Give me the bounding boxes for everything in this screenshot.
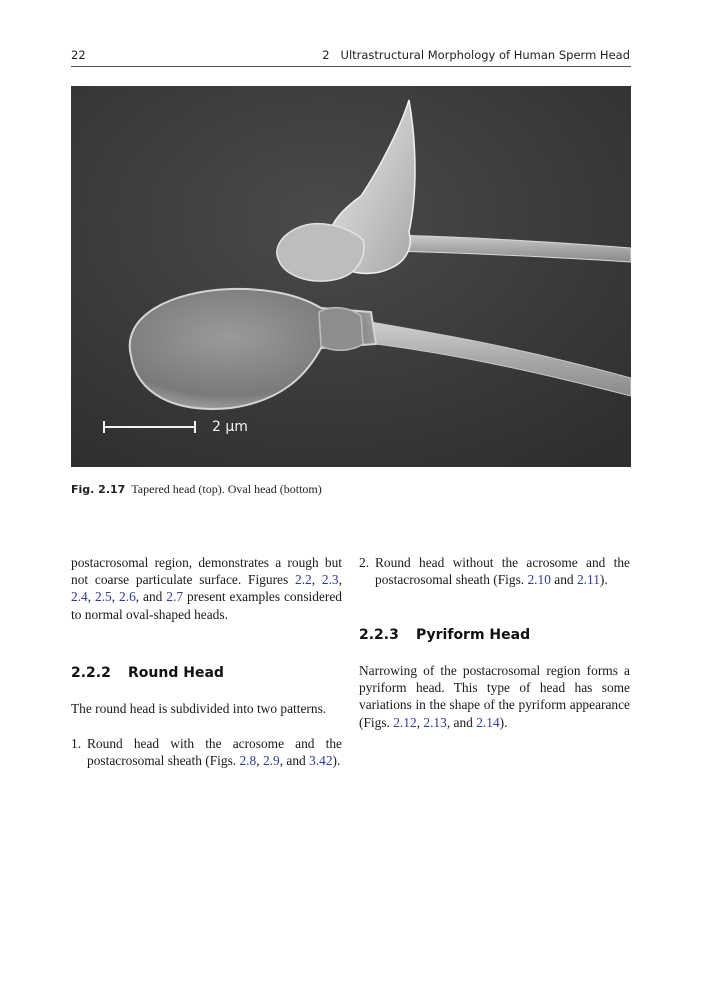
pyriform-paragraph	[359, 662, 630, 731]
figure-label: Fig. 2.17	[71, 483, 126, 496]
fig-ref-2-10[interactable]: 2.10	[527, 572, 551, 588]
paragraph-sep: , and	[446, 714, 477, 730]
paragraph-sep: ,	[416, 714, 424, 730]
fig-ref-2-12[interactable]: 2.12	[393, 714, 417, 730]
list-sep: , and	[279, 753, 310, 769]
fig-ref-2-14[interactable]: 2.14	[476, 714, 500, 730]
fig-ref-2-9[interactable]: 2.9	[262, 753, 280, 769]
section-title: Round Head	[128, 665, 224, 681]
fig-ref-2-4[interactable]: 2.4	[71, 589, 88, 605]
paragraph-text: Narrowing of the postacrosomal region forms a pyriform head. This type of head has some variations in the shape of the pyriform appearance (Figs.	[359, 663, 630, 730]
fig-ref-2-13[interactable]: 2.13	[423, 714, 447, 730]
fig-ref-2-3[interactable]: 2.3	[321, 572, 339, 588]
section-title: Pyriform Head	[416, 627, 531, 643]
pyriform-paragraph-text	[359, 662, 630, 731]
list-sep: and	[550, 572, 577, 588]
round-head-intro	[71, 700, 361, 717]
intro-sep: ,	[311, 572, 322, 588]
fig-ref-2-5[interactable]: 2.5	[95, 589, 112, 605]
section-number: 2.2.2	[71, 665, 111, 681]
list-marker: 2.	[359, 555, 370, 570]
list-item-2-text	[375, 554, 630, 588]
list-text: Round head without the acrosome and the postacrosomal sheath (Figs.	[375, 555, 630, 588]
list-item-2	[359, 554, 630, 594]
round-head-intro-text: The round head is subdivided into two patterns.	[71, 701, 327, 716]
scale-bar-label: 2 µm	[212, 419, 248, 435]
list-item-1-text	[87, 735, 342, 769]
header-rule	[71, 66, 631, 67]
list-text: ).	[599, 572, 608, 588]
list-sep: ,	[256, 753, 263, 769]
list-item-1	[71, 735, 342, 795]
intro-sep: , and	[135, 589, 167, 605]
intro-text: not coarse particulate surface. Figures	[71, 572, 295, 588]
intro-line-last: to normal oval-shaped heads.	[71, 606, 228, 622]
sem-micrograph	[71, 86, 631, 467]
micrograph-drawing	[71, 86, 631, 467]
intro-line-1: postacrosomal region, demonstrates a rough but	[71, 555, 342, 570]
intro-sep: ,	[338, 572, 342, 588]
intro-sep: ,	[87, 589, 96, 605]
left-column-intro	[71, 554, 342, 623]
fig-ref-2-6[interactable]: 2.6	[119, 589, 136, 605]
section-number: 2.2.3	[359, 627, 399, 643]
paragraph-text: ).	[499, 714, 508, 730]
page-number: 22	[71, 48, 86, 62]
fig-ref-3-42[interactable]: 3.42	[309, 753, 333, 769]
list-text: ).	[332, 753, 341, 769]
figure-caption	[71, 482, 322, 497]
list-marker: 1.	[71, 736, 82, 751]
intro-text: present examples considered	[183, 589, 342, 605]
list-text: Round head with the acrosome and the postacrosomal sheath (Figs.	[87, 736, 342, 769]
intro-paragraph	[71, 554, 342, 623]
intro-sep: ,	[111, 589, 120, 605]
fig-ref-2-7[interactable]: 2.7	[166, 589, 184, 605]
fig-ref-2-8[interactable]: 2.8	[239, 753, 257, 769]
fig-ref-2-11[interactable]: 2.11	[576, 572, 600, 588]
fig-ref-2-2[interactable]: 2.2	[294, 572, 312, 588]
section-heading-round-head	[71, 665, 224, 681]
running-title: 2 Ultrastructural Morphology of Human Sperm Head	[322, 48, 630, 62]
section-heading-pyriform-head	[359, 627, 530, 643]
figure-caption-text: Tapered head (top). Oval head (bottom)	[131, 482, 322, 496]
